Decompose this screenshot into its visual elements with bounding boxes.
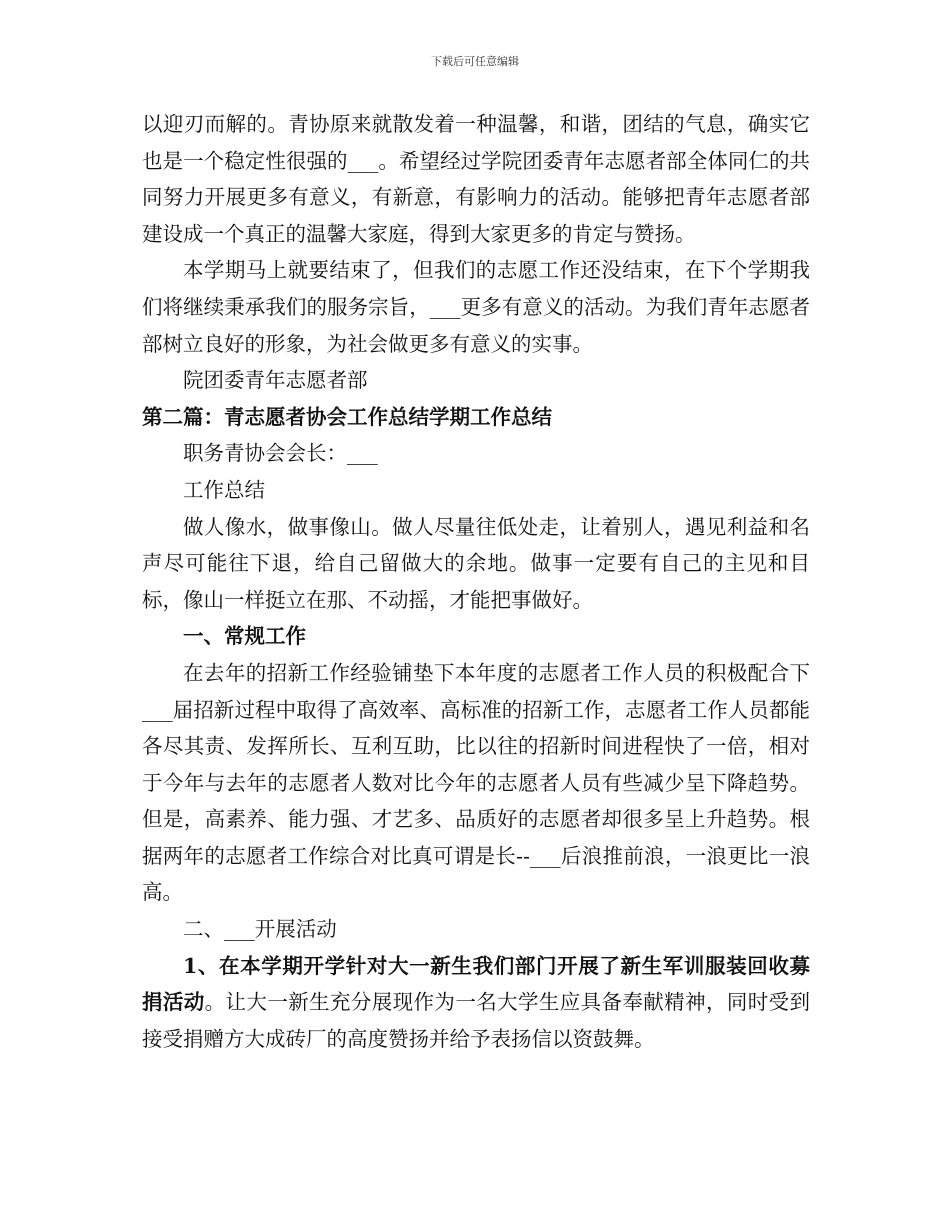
- paragraph-5-bold-lead: 1、在本学期开学针对大一新生我们部门开展了新生军训服装回收募捐活动: [142, 953, 810, 1015]
- work-summary-heading: 工作总结: [183, 477, 265, 502]
- paragraph-3: 做人像水，做事像山。做人尽量往低处走，让着别人，遇见利益和名声尽可能往下退，给自己留做大的余地。做事一定要有自己的主见和目标，像山一样挺立在那、不动摇，才能把事做好。: [142, 514, 810, 612]
- section-heading-1: 一、常规工作: [183, 624, 306, 649]
- paragraph-5: [142, 948, 810, 1058]
- position-line: 职务青协会会长：___: [183, 441, 378, 466]
- signature: 院团委青年志愿者部: [183, 368, 368, 393]
- paragraph-2: 本学期马上就要结束了，但我们的志愿工作还没结束，在下个学期我们将继续秉承我们的服务宗旨，___更多有意义的活动。为我们青年志愿者部树立良好的形象，为社会做更多有意义的实事。: [142, 258, 810, 356]
- article-title: 第二篇：青志愿者协会工作总结学期工作总结: [142, 404, 552, 429]
- paragraph-1: 以迎刃而解的。青协原来就散发着一种温馨，和谐，团结的气息，确实它也是一个稳定性很强的___。希望经过学院团委青年志愿者部全体同仁的共同努力开展更多有意义，有新意，有影响力的活动。能够把青年志愿者部建设成一个真正的温馨大家庭，得到大家更多的肯定与赞扬。: [142, 112, 810, 246]
- document-body: [142, 106, 810, 1057]
- paragraph-5-rest: 。让大一新生充分展现作为一名大学生应具备奉献精神，同时受到接受捐赠方大成砖厂的高度赞扬并给予表扬信以资鼓舞。: [142, 990, 811, 1051]
- page-header: 下载后可任意编辑: [431, 55, 519, 68]
- paragraph-4: 在去年的招新工作经验铺垫下本年度的志愿者工作人员的积极配合下___届招新过程中取得了高效率、高标准的招新工作，志愿者工作人员都能各尽其责、发挥所长、互利互助，比以往的招新时间进程快了一倍，相对于今年与去年的志愿者人数对比今年的志愿者人员有些减少呈下降趋势。但是，高素养、能力强、才艺多、品质好的志愿者却很多呈上升趋势。根据两年的志愿者工作综合对比真可谓是长--___后浪推前浪，一浪更比一浪高。: [142, 660, 810, 905]
- section-heading-2: 二、___开展活动: [183, 917, 337, 942]
